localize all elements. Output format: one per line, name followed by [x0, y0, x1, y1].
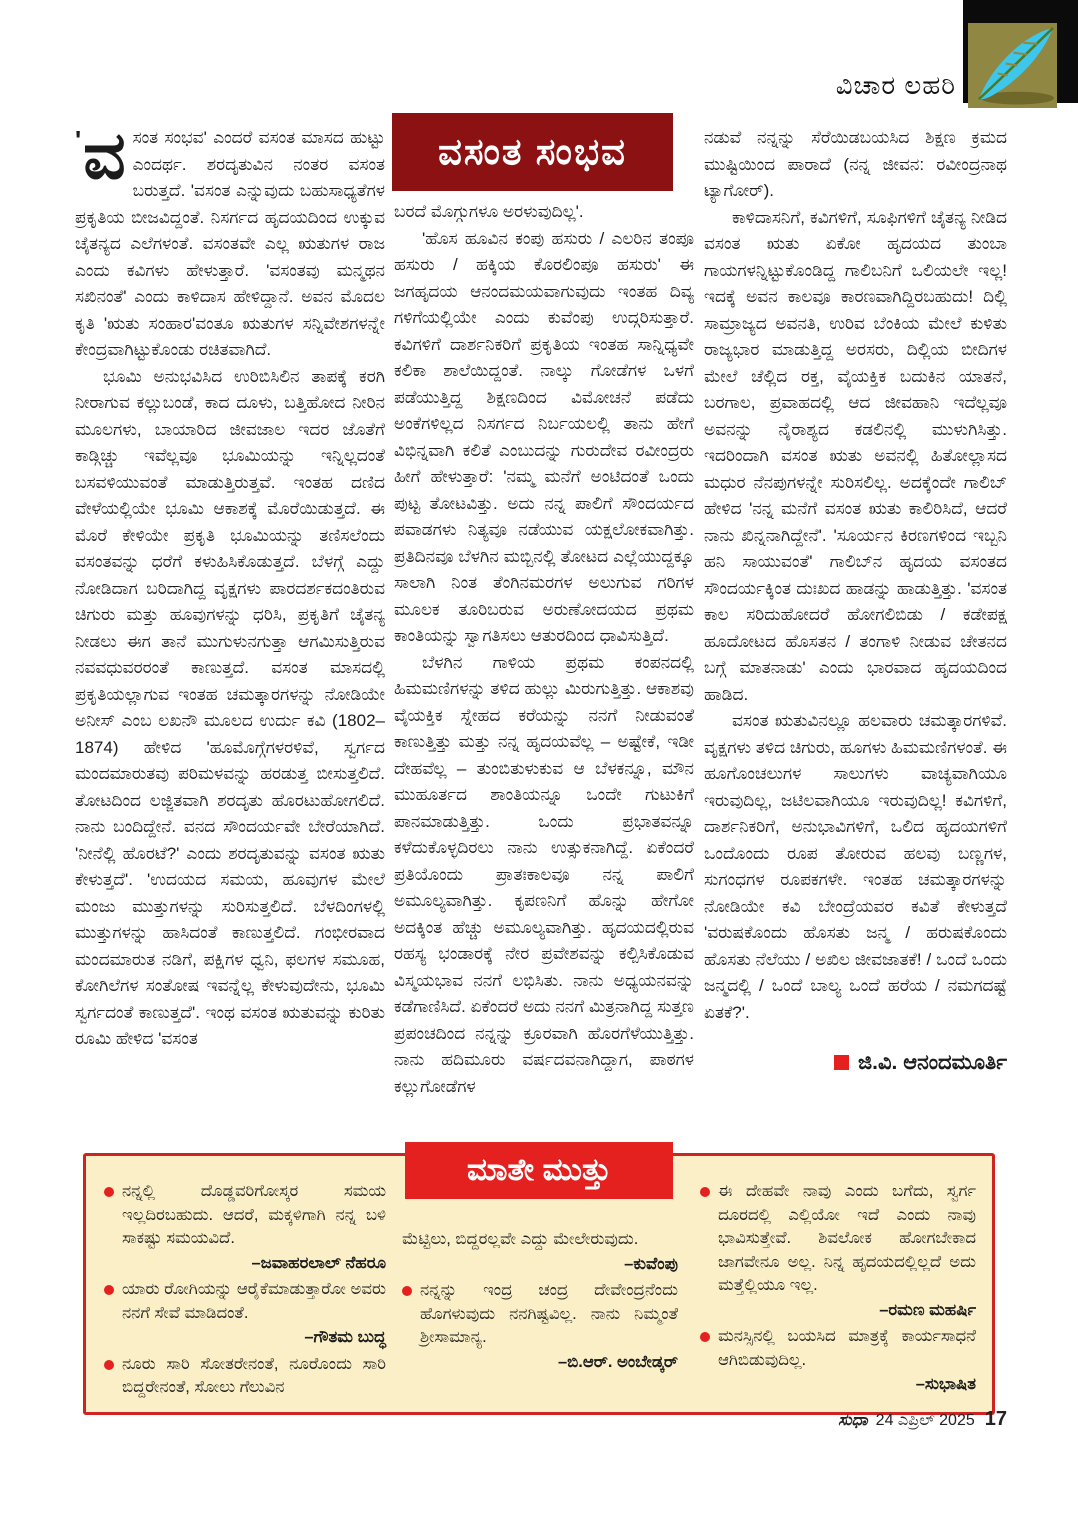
article-paragraph	[75, 364, 385, 1053]
feather-icon	[968, 23, 1057, 108]
article-paragraph	[394, 226, 694, 650]
page-footer	[838, 1408, 1007, 1431]
article-paragraph	[704, 125, 1007, 205]
quote-attribution: –ಗೌತಮ ಬುದ್ಧ	[304, 1328, 386, 1346]
quote-item	[402, 1279, 678, 1374]
quote-box-title: ಮಾತೇ ಮುತ್ತು	[405, 1142, 673, 1199]
issue-date: 24 ಎಪ್ರಿಲ್ 2025	[875, 1412, 975, 1429]
paragraph-text: ನಡುವೆ ನನ್ನನ್ನು ಸೆರೆಯಿಡಬಯಸಿದ ಶಿಕ್ಷಣ ಕ್ರಮದ ಮುಷ್ಟಿಯಿಂದ ಪಾರಾದೆ (ನನ್ನ ಜೀವನ: ರವೀಂದ್ರನಾಥ ಟ್ಯಾಗೋರ್).	[704, 128, 1007, 200]
quote-item	[700, 1180, 976, 1322]
quote-text: ಯಾರು ರೋಗಿಯನ್ನು ಆರೈಕೆಮಾಡುತ್ತಾರೋ ಅವರು ನನಗೆ ಸೇವೆ ಮಾಡಿದಂತೆ.	[122, 1280, 386, 1322]
bullet-dot-icon	[104, 1187, 114, 1197]
article-paragraph	[704, 708, 1007, 1026]
quote-text: ನನ್ನಲ್ಲಿ ದೊಡ್ಡವರಿಗೋಸ್ಕರ ಸಮಯ ಇಲ್ಲದಿರಬಹುದು. ಆದರೆ, ಮಕ್ಕಳಿಗಾಗಿ ನನ್ನ ಬಳಿ ಸಾಕಷ್ಟು ಸಮಯವಿದೆ.	[122, 1182, 386, 1247]
paragraph-text: ಬರದೆ ಮೊಗ್ಗುಗಳೂ ಅರಳುವುದಿಲ್ಲ'.	[394, 202, 584, 221]
page-number: 17	[984, 1408, 1007, 1430]
quote-attribution: –ರಮಣ ಮಹರ್ಷಿ	[879, 1300, 976, 1319]
paragraph-text: ಸಂತ ಸಂಭವ' ಎಂದರೆ ವಸಂತ ಮಾಸದ ಹುಟ್ಟು ಎಂದರ್ಥ. ಶರದೃತುವಿನ ನಂತರ ವಸಂತ ಬರುತ್ತದೆ. 'ವಸಂತ ಎನ್ನುವುದು ಬಹುಸಾಧ್ಯತೆಗಳ ಪ್ರಕೃತಿಯ ಬೀಜವಿದ್ದಂತೆ. ನಿಸರ್ಗದ ಹೃದಯದಿಂದ ಉಕ್ಕುವ ಚೈತನ್ಯದ ಎಲೆಗಳಂತೆ. ವಸಂತವೇ ಎಲ್ಲ ಋತುಗಳ ರಾಜ ಎಂದು ಕವಿಗಳು ಹೇಳುತ್ತಾರೆ. 'ವಸಂತವು ಮನ್ಮಥನ ಸಖಿನಂತೆ' ಎಂದು ಕಾಳಿದಾಸ ಹೇಳಿದ್ದಾನೆ. ಅವನ ಮೊದಲ ಕೃತಿ 'ಋತು ಸಂಹಾರ'ವಂತೂ ಋತುಗಳ ಸನ್ನಿವೇಶಗಳನ್ನೇ ಕೇಂದ್ರವಾಗಿಟ್ಟುಕೊಂಡು ರಚಿತವಾಗಿದೆ.	[75, 128, 385, 359]
article-paragraph	[394, 650, 694, 1101]
quote-attribution: –ಜವಾಹರಲಾಲ್ ನೆಹರೂ	[251, 1253, 386, 1272]
article-paragraph	[704, 205, 1007, 709]
article-paragraph	[394, 199, 694, 226]
quote-text: ಈ ದೇಹವೇ ನಾವು ಎಂದು ಬಗೆದು, ಸ್ವರ್ಗ ದೂರದಲ್ಲಿ ಎಲ್ಲಿಯೋ ಇದೆ ಎಂದು ನಾವು ಭಾವಿಸುತ್ತೇವೆ. ಶಿವಲೋಕ ಹೋಗಬೇಕಾದ ಜಾಗವೇನೂ ಅಲ್ಲ. ನಿನ್ನ ಹೃದಯದಲ್ಲಿಲ್ಲದೆ ಅದು ಮತ್ತೆಲ್ಲಿಯೂ ಇಲ್ಲ.	[718, 1182, 976, 1294]
quote-item	[700, 1325, 976, 1397]
magazine-name: ಸುಧಾ	[838, 1412, 868, 1429]
author-name: ಜಿ.ವಿ. ಆನಂದಮೂರ್ತಿ	[858, 1051, 1007, 1074]
quote-text: ಮನಸ್ಸಿನಲ್ಲಿ ಬಯಸಿದ ಮಾತ್ರಕ್ಕೆ ಕಾರ್ಯಸಾಧನೆ ಆಗಿಬಿಡುವುದಿಲ್ಲ.	[718, 1327, 976, 1369]
drop-cap: ವ	[83, 118, 126, 192]
quote-text: ನೂರು ಸಾರಿ ಸೋತರೇನಂತೆ, ನೂರೊಂದು ಸಾರಿ ಬಿದ್ದರೇನಂತೆ, ಸೋಲು ಗೆಲುವಿನ	[122, 1354, 386, 1396]
bullet-dot-icon	[700, 1187, 710, 1197]
section-label: ವಿಚಾರ ಲಹರಿ	[835, 70, 956, 100]
bullet-dot-icon	[402, 1286, 412, 1296]
quote-item	[104, 1353, 386, 1400]
quote-box-column-3	[700, 1180, 976, 1400]
bullet-dot-icon	[104, 1285, 114, 1295]
article-column-3	[704, 125, 1007, 1077]
quote-text: ನನ್ನನ್ನು ಇಂದ್ರ ಚಂದ್ರ ದೇವೇಂದ್ರನೆಂದು ಹೊಗಳುವುದು ನನಗಿಷ್ಟವಿಲ್ಲ. ನಾನು ನಿಮ್ಮಂತೆ ಶ್ರೀಸಾಮಾನ್ಯ.	[420, 1281, 678, 1346]
paragraph-text: 'ಹೊಸ ಹೂವಿನ ಕಂಪು ಹಸುರು / ಎಲರಿನ ತಂಪೂ ಹಸುರು / ಹಕ್ಕಿಯ ಕೊರಲಿಂಪೂ ಹಸುರು' ಈ ಜಗಹೃದಯ ಆನಂದಮಯವಾಗುವುದು ಇಂತಹ ದಿವ್ಯ ಗಳಿಗೆಯಲ್ಲಿಯೇ ಎಂದು ಕುವೆಂಪು ಉದ್ಗರಿಸುತ್ತಾರೆ. ಕವಿಗಳಿಗೆ ದಾರ್ಶನಿಕರಿಗೆ ಪ್ರಕೃತಿಯ ಇಂತಹ ಸಾನ್ನಿಧ್ಯವೇ ಕಲಿಕಾ ಶಾಲೆಯಿದ್ದಂತೆ. ನಾಲ್ಕು ಗೋಡೆಗಳ ಒಳಗೆ ಪಡೆಯುತ್ತಿದ್ದ ಶಿಕ್ಷಣದಿಂದ ವಿಮೋಚನೆ ಪಡೆದು ಅಂಕೆಗಳಿಲ್ಲದ ನಿಸರ್ಗದ ನಿರ್ಬಯಲಲ್ಲಿ ತಾನು ಹೇಗೆ ವಿಭಿನ್ನವಾಗಿ ಕಲಿತೆ ಎಂಬುದನ್ನು ಗುರುದೇವ ರವೀಂದ್ರರು ಹೀಗೆ ಹೇಳುತ್ತಾರೆ: 'ನಮ್ಮ ಮನೆಗೆ ಅಂಟಿದಂತೆ ಒಂದು ಪುಟ್ಟ ತೋಟವಿತ್ತು. ಅದು ನನ್ನ ಪಾಲಿಗೆ ಸೌಂದರ್ಯದ ಪವಾಡಗಳು ನಿತ್ಯವೂ ನಡೆಯುವ ಯಕ್ಷಲೋಕವಾಗಿತ್ತು. ಪ್ರತಿದಿನವೂ ಬೆಳಗಿನ ಮಬ್ಬಿನಲ್ಲಿ ತೋಟದ ಎಲ್ಲೆಯುದ್ದಕ್ಕೂ ಸಾಲಾಗಿ ನಿಂತ ತೆಂಗಿನಮರಗಳ ಅಲುಗುವ ಗರಿಗಳ ಮೂಲಕ ತೂರಿಬರುವ ಅರುಣೋದಯದ ಪ್ರಥಮ ಕಾಂತಿಯನ್ನು ಸ್ವಾಗತಿಸಲು ಆತುರದಿಂದ ಧಾವಿಸುತ್ತಿದೆ.	[394, 228, 694, 645]
quote-item	[104, 1180, 386, 1275]
quote-attribution: –ಸುಭಾಷಿತ	[915, 1375, 976, 1393]
quote-box-column-2	[402, 1228, 678, 1377]
bullet-dot-icon	[700, 1332, 710, 1342]
lead-quote-mark: '	[75, 125, 82, 155]
article-paragraph	[75, 118, 385, 364]
paragraph-text: ಕಾಳಿದಾಸನಿಗೆ, ಕವಿಗಳಿಗೆ, ಸೂಫಿಗಳಿಗೆ ಚೈತನ್ಯ ನೀಡಿದ ವಸಂತ ಋತು ಏಕೋ ಹೃದಯದ ತುಂಬಾ ಗಾಯಗಳನ್ನಿಟ್ಟುಕೊಂಡಿದ್ದ ಗಾಲಿಬನಿಗೆ ಒಲಿಯಲೇ ಇಲ್ಲ! ಇದಕ್ಕೆ ಅವನ ಕಾಲವೂ ಕಾರಣವಾಗಿದ್ದಿರಬಹುದು! ದಿಲ್ಲಿ ಸಾಮ್ರಾಜ್ಯದ ಅವನತಿ, ಉರಿವ ಬೆಂಕಿಯ ಮೇಲೆ ಕುಳಿತು ರಾಜ್ಯಭಾರ ಮಾಡುತ್ತಿದ್ದ ಅರಸರು, ದಿಲ್ಲಿಯ ಬೀದಿಗಳ ಮೇಲೆ ಚೆಲ್ಲಿದ ರಕ್ತ, ವೈಯಕ್ತಿಕ ಬದುಕಿನ ಯಾತನೆ, ಬರಗಾಲ, ಪ್ರವಾಹದಲ್ಲಿ ಆದ ಜೀವಹಾನಿ ಇದೆಲ್ಲವೂ ಅವನನ್ನು ನೈರಾಶ್ಯದ ಕಡಲಿನಲ್ಲಿ ಮುಳುಗಿಸಿತ್ತು. ಇದರಿಂದಾಗಿ ವಸಂತ ಋತು ಅವನಲ್ಲಿ ಹಿತೋಲ್ಲಾಸದ ಮಧುರ ನೆನಪುಗಳನ್ನೇ ಸುರಿಸಲಿಲ್ಲ. ಅದಕ್ಕೆಂದೇ ಗಾಲಿಬ್ ಹೇಳಿದ 'ನನ್ನ ಮನೆಗೆ ವಸಂತ ಋತು ಕಾಲಿರಿಸಿದೆ, ಆದರೆ ನಾನು ಖಿನ್ನನಾಗಿದ್ದೇನೆ'. 'ಸೂರ್ಯನ ಕಿರಣಗಳಿಂದ ಇಬ್ಬನಿ ಹನಿ ಸಾಯುವಂತೆ' ಗಾಲಿಬ್‌ನ ಹೃದಯ ವಸಂತದ ಸೌಂದರ್ಯಕ್ಕಿಂತ ದುಃಖದ ಹಾಡನ್ನು ಹಾಡುತ್ತಿತ್ತು. 'ವಸಂತ ಕಾಲ ಸರಿದುಹೋದರೆ ಹೋಗಲಿಬಿಡು / ಕಡೇಪಕ್ಷ ಹೂದೋಟದ ಹೊಸತನ / ತಂಗಾಳಿ ನೀಡುವ ಚೇತನದ ಬಗ್ಗೆ ಮಾತನಾಡು' ಎಂದು ಭಾರವಾದ ಹೃದಯದಿಂದ ಹಾಡಿದ.	[704, 207, 1007, 704]
article-column-1	[75, 118, 385, 1053]
bullet-dot-icon	[104, 1360, 114, 1370]
quote-attribution: –ಕುವೆಂಪು	[624, 1254, 678, 1273]
author-bullet-square-icon	[834, 1055, 849, 1070]
quote-item	[104, 1278, 386, 1350]
paragraph-text: ಭೂಮಿ ಅನುಭವಿಸಿದ ಉರಿಬಿಸಿಲಿನ ತಾಪಕ್ಕೆ ಕರಗಿ ನೀರಾಗುವ ಕಲ್ಲುಬಂಡೆ, ಕಾದ ದೂಳು, ಬತ್ತಿಹೋದ ನೀರಿನ ಮೂಲಗಳು, ಬಾಯಾರಿದ ಜೀವಜಾಲ ಇದರ ಜೊತೆಗೆ ಕಾಡ್ಗಿಚ್ಚು ಇವೆಲ್ಲವೂ ಭೂಮಿಯನ್ನು ಇನ್ನಿಲ್ಲದಂತೆ ಬಸವಳಿಯುವಂತೆ ಮಾಡುತ್ತಿರುತ್ತವೆ. ಇಂತಹ ದಣಿದ ವೇಳೆಯಲ್ಲಿಯೇ ಭೂಮಿ ಆಕಾಶಕ್ಕೆ ಮೊರೆಯಿಡುತ್ತದೆ. ಈ ಮೊರೆ ಕೇಳಿಯೇ ಪ್ರಕೃತಿ ಭೂಮಿಯನ್ನು ತಣಿಸಲೆಂದು ವಸಂತವನ್ನು ಧರೆಗೆ ಕಳುಹಿಸಿಕೊಡುತ್ತದೆ. ಬೆಳಗ್ಗೆ ಎದ್ದು ನೋಡಿದಾಗ ಬರಿದಾಗಿದ್ದ ವೃಕ್ಷಗಳು ಪಾರದರ್ಶಕದಂತಿರುವ ಚಿಗುರು ಮತ್ತು ಹೂವುಗಳನ್ನು ಧರಿಸಿ, ಪ್ರಕೃತಿಗೆ ಚೈತನ್ಯ ನೀಡಲು ಈಗ ತಾನೆ ಮುಗುಳುನಗುತ್ತಾ ಆಗಮಿಸುತ್ತಿರುವ ನವವಧುವರರಂತೆ ಕಾಣುತ್ತದೆ. ವಸಂತ ಮಾಸದಲ್ಲಿ ಪ್ರಕೃತಿಯಲ್ಲಾಗುವ ಇಂತಹ ಚಮತ್ಕಾರಗಳನ್ನು ನೋಡಿಯೇ ಅನೀಸ್ ಎಂಬ ಲಖನೌ ಮೂಲದ ಉರ್ದು ಕವಿ (1802–1874) ಹೇಳಿದ 'ಹೂಮೊಗ್ಗೆಗಳರಳಿವೆ, ಸ್ವರ್ಗದ ಮಂದಮಾರುತವು ಪರಿಮಳವನ್ನು ಹರಡುತ್ತ ಬೀಸುತ್ತಲಿದೆ. ತೋಟದಿಂದ ಲಜ್ಜಿತವಾಗಿ ಶರದೃತು ಹೊರಟುಹೋಗಲಿದೆ. ನಾನು ಬಂದಿದ್ದೇನೆ. ವನದ ಸೌಂದರ್ಯವೇ ಬೇರೆಯಾಗಿದೆ. 'ನೀನೆಲ್ಲಿ ಹೊರಟೆ?' ಎಂದು ಶರದೃತುವನ್ನು ವಸಂತ ಋತು ಕೇಳುತ್ತದೆ'. 'ಉದಯದ ಸಮಯ, ಹೂವುಗಳ ಮೇಲೆ ಮಂಜು ಮುತ್ತುಗಳನ್ನು ಸುರಿಸುತ್ತಲಿದೆ. ಬೆಳದಿಂಗಳಲ್ಲಿ ಮುತ್ತುಗಳನ್ನು ಹಾಸಿದಂತೆ ಕಾಣುತ್ತಲಿದೆ. ಗಂಭೀರವಾದ ಮಂದಮಾರುತ ನಡಿಗೆ, ಪಕ್ಷಿಗಳ ಧ್ವನಿ, ಫಲಗಳ ಸಮೂಹ, ಕೋಗಿಲೆಗಳ ಸಂತೋಷ ಇವನ್ನೆಲ್ಲ ಕೇಳುವುದೇನು, ಭೂಮಿ ಸ್ವರ್ಗದಂತೆ ಕಾಣುತ್ತದೆ'. ಇಂಥ ವಸಂತ ಋತುವನ್ನು ಕುರಿತು ರೂಮಿ ಹೇಳಿದ 'ವಸಂತ	[75, 366, 385, 1048]
paragraph-text: ಬೆಳಗಿನ ಗಾಳಿಯ ಪ್ರಥಮ ಕಂಪನದಲ್ಲಿ ಹಿಮಮಣಿಗಳನ್ನು ತಳಿದ ಹುಲ್ಲು ಮಿರುಗುತ್ತಿತ್ತು. ಆಕಾಶವು ವೈಯಕ್ತಿಕ ಸ್ನೇಹದ ಕರೆಯನ್ನು ನನಗೆ ನೀಡುವಂತೆ ಕಾಣುತ್ತಿತ್ತು ಮತ್ತು ನನ್ನ ಹೃದಯವೆಲ್ಲ – ಅಷ್ಟೇಕೆ, ಇಡೀ ದೇಹವೆಲ್ಲ – ತುಂಬಿತುಳುಕುವ ಆ ಬೆಳಕನ್ನೂ, ಮೌನ ಮುಹೂರ್ತದ ಶಾಂತಿಯನ್ನೂ ಒಂದೇ ಗುಟುಕಿಗೆ ಪಾನಮಾಡುತ್ತಿತ್ತು. ಒಂದು ಪ್ರಭಾತವನ್ನೂ ಕಳೆದುಕೊಳ್ಳದಿರಲು ನಾನು ಉತ್ಸುಕನಾಗಿದ್ದೆ. ಏಕೆಂದರೆ ಪ್ರತಿಯೊಂದು ಪ್ರಾತಃಕಾಲವೂ ನನ್ನ ಪಾಲಿಗೆ ಅಮೂಲ್ಯವಾಗಿತ್ತು. ಕೃಪಣನಿಗೆ ಹೊನ್ನು ಹೇಗೋ ಅದಕ್ಕಿಂತ ಹೆಚ್ಚು ಅಮೂಲ್ಯವಾಗಿತ್ತು. ಹೃದಯದಲ್ಲಿರುವ ರಹಸ್ಯ ಭಂಡಾರಕ್ಕೆ ನೇರ ಪ್ರವೇಶವನ್ನು ಕಲ್ಪಿಸಿಕೊಡುವ ವಿಸ್ಮಯಭಾವ ನನಗೆ ಲಭಿಸಿತು. ನಾನು ಅಧ್ಯಯನವನ್ನು ಕಡೆಗಾಣಿಸಿದೆ. ಏಕೆಂದರೆ ಅದು ನನಗೆ ಮಿತ್ರನಾಗಿದ್ದ ಸುತ್ತಣ ಪ್ರಪಂಚದಿಂದ ನನ್ನನ್ನು ಕ್ರೂರವಾಗಿ ಹೊರಗೆಳೆಯುತ್ತಿತ್ತು. ನಾನು ಹದಿಮೂರು ವರ್ಷದವನಾಗಿದ್ದಾಗ, ಪಾಠಗಳ ಕಲ್ಲುಗೋಡೆಗಳ	[394, 652, 694, 1096]
author-byline	[704, 1050, 1007, 1077]
masthead-feather-logo	[968, 23, 1057, 108]
article-column-2	[394, 199, 694, 1100]
quote-attribution: –ಬಿ.ಆರ್. ಅಂಬೇಡ್ಕರ್	[558, 1352, 678, 1371]
paragraph-text: ವಸಂತ ಋತುವಿನಲ್ಲೂ ಹಲವಾರು ಚಮತ್ಕಾರಗಳಿವೆ. ವೃಕ್ಷಗಳು ತಳಿದ ಚಿಗುರು, ಹೂಗಳು ಹಿಮಮಣಿಗಳಂತೆ. ಈ ಹೂಗೊಂಚಲುಗಳ ಸಾಲುಗಳು ವಾಚ್ಯವಾಗಿಯೂ ಇರುವುದಿಲ್ಲ, ಜಟಿಲವಾಗಿಯೂ ಇರುವುದಿಲ್ಲ! ಕವಿಗಳಿಗೆ, ದಾರ್ಶನಿಕರಿಗೆ, ಅನುಭಾವಿಗಳಿಗೆ, ಒಲಿದ ಹೃದಯಗಳಿಗೆ ಒಂದೊಂದು ರೂಪ ತೋರುವ ಹಲವು ಬಣ್ಣಗಳ, ಸುಗಂಧಗಳ ರೂಪಕಗಳೇ. ಇಂತಹ ಚಮತ್ಕಾರಗಳನ್ನು ನೋಡಿಯೇ ಕವಿ ಬೇಂದ್ರೆಯವರ ಕವಿತೆ ಕೇಳುತ್ತದೆ 'ವರುಷಕೊಂದು ಹೊಸತು ಜನ್ಮ / ಹರುಷಕೊಂದು ಹೊಸತು ನೆಲೆಯು / ಅಖಿಲ ಜೀವಜಾತಕೆ! / ಒಂದೆ ಒಂದು ಜನ್ಮದಲ್ಲಿ / ಒಂದೆ ಬಾಲ್ಯ ಒಂದೆ ಹರೆಯ / ನಮಗದಷ್ಟೆ ಏತಕೆ?'.	[704, 711, 1007, 1022]
quote-item	[402, 1228, 678, 1276]
quote-box-column-1	[104, 1180, 386, 1403]
article-title: ವಸಂತ ಸಂಭವ	[392, 113, 673, 191]
quote-text: ಮೆಟ್ಟಿಲು, ಬಿದ್ದರಲ್ಲವೇ ಎದ್ದು ಮೇಲೇರುವುದು.	[402, 1230, 639, 1248]
